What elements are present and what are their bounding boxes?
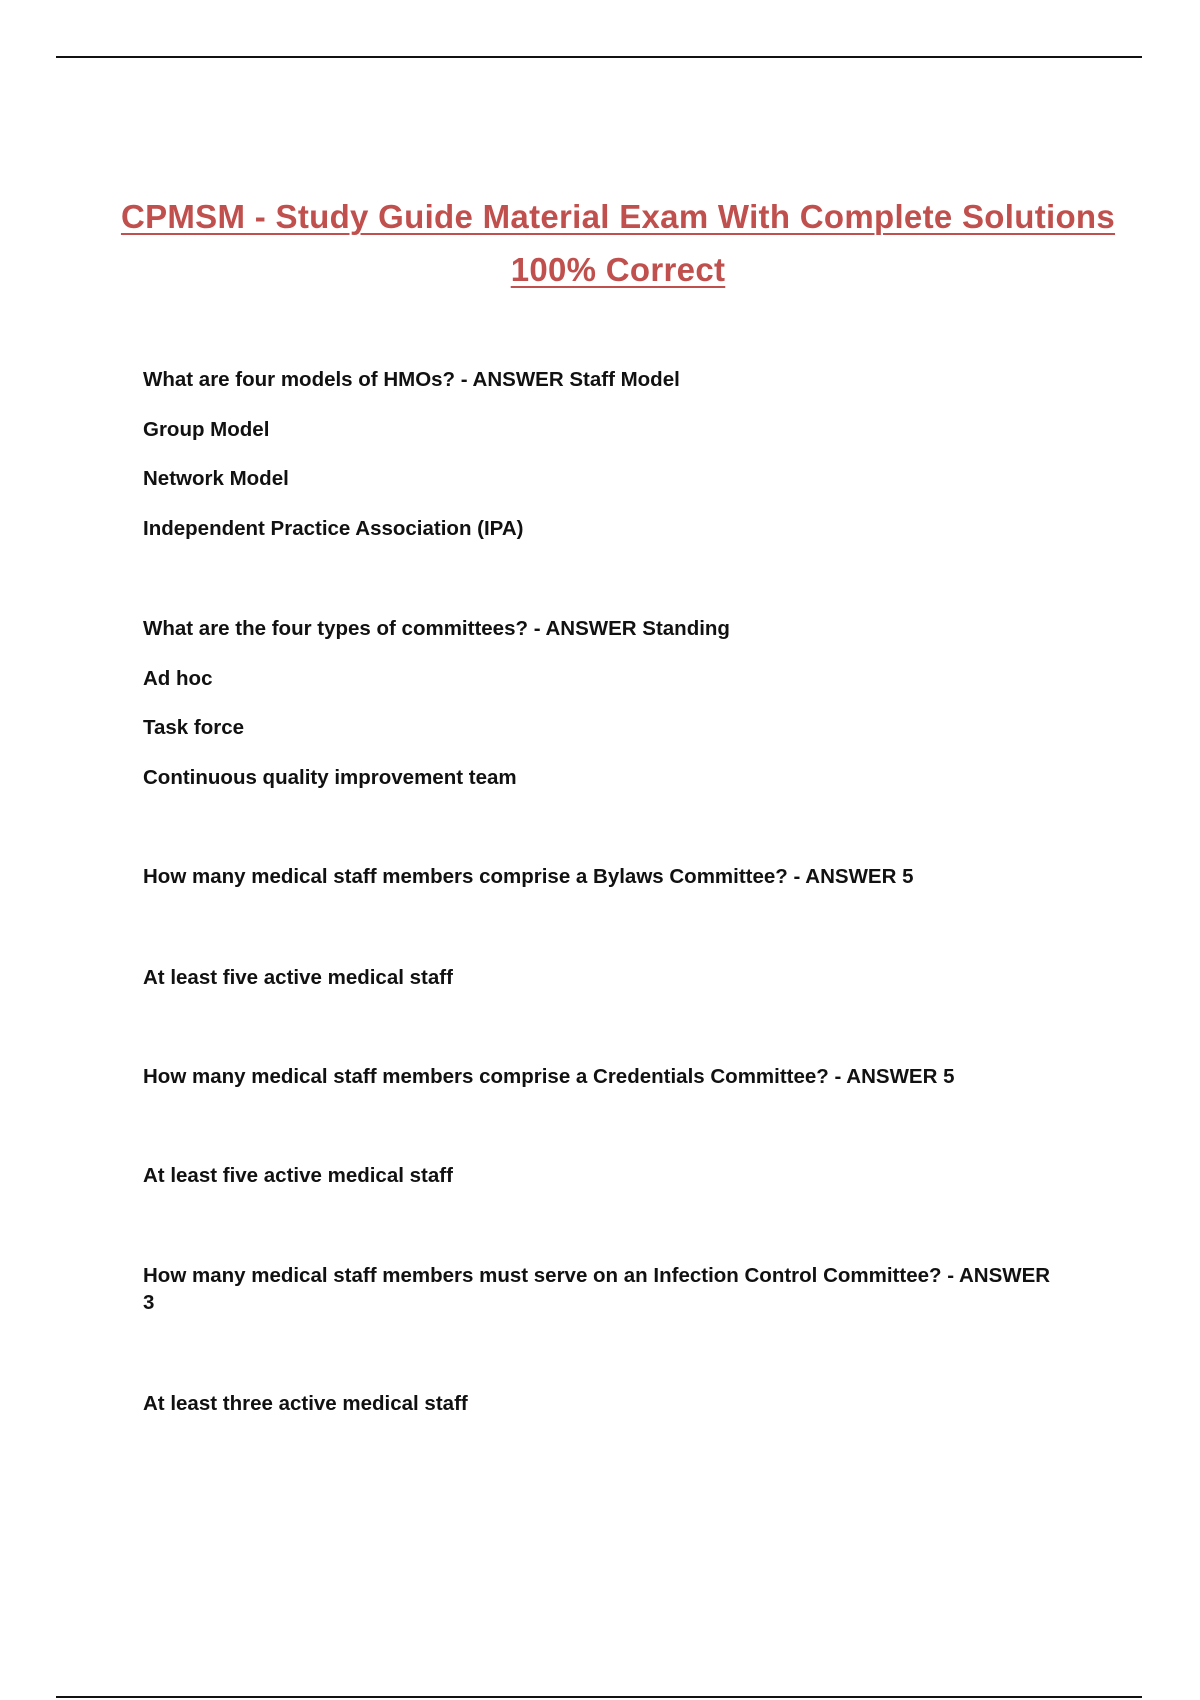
question-line: How many medical staff members comprise a Bylaws Committee? - ANSWER 5 xyxy=(143,865,914,888)
top-rule xyxy=(56,56,1142,58)
answer-line: Independent Practice Association (IPA) xyxy=(143,517,524,540)
answer-line: Ad hoc xyxy=(143,667,213,690)
question-line: How many medical staff members comprise a Credentials Committee? - ANSWER 5 xyxy=(143,1065,955,1088)
answer-line: Group Model xyxy=(143,418,270,441)
question-line: What are the four types of committees? - ANSWER Standing xyxy=(143,617,730,640)
answer-line: At least five active medical staff xyxy=(143,966,453,989)
answer-line: At least five active medical staff xyxy=(143,1164,453,1187)
answer-line: At least three active medical staff xyxy=(143,1392,468,1415)
bottom-rule xyxy=(56,1696,1142,1698)
answer-line: Task force xyxy=(143,716,245,739)
question-line: What are four models of HMOs? - ANSWER Staff Model xyxy=(143,368,680,391)
answer-line: Network Model xyxy=(143,467,289,490)
question-line: How many medical staff members must serve on an Infection Control Committee? - ANSWER 3 xyxy=(143,1264,1051,1314)
document-title: CPMSM - Study Guide Material Exam With Complete Solutions 100% Correct xyxy=(120,198,1116,288)
answer-line: Continuous quality improvement team xyxy=(143,766,517,789)
